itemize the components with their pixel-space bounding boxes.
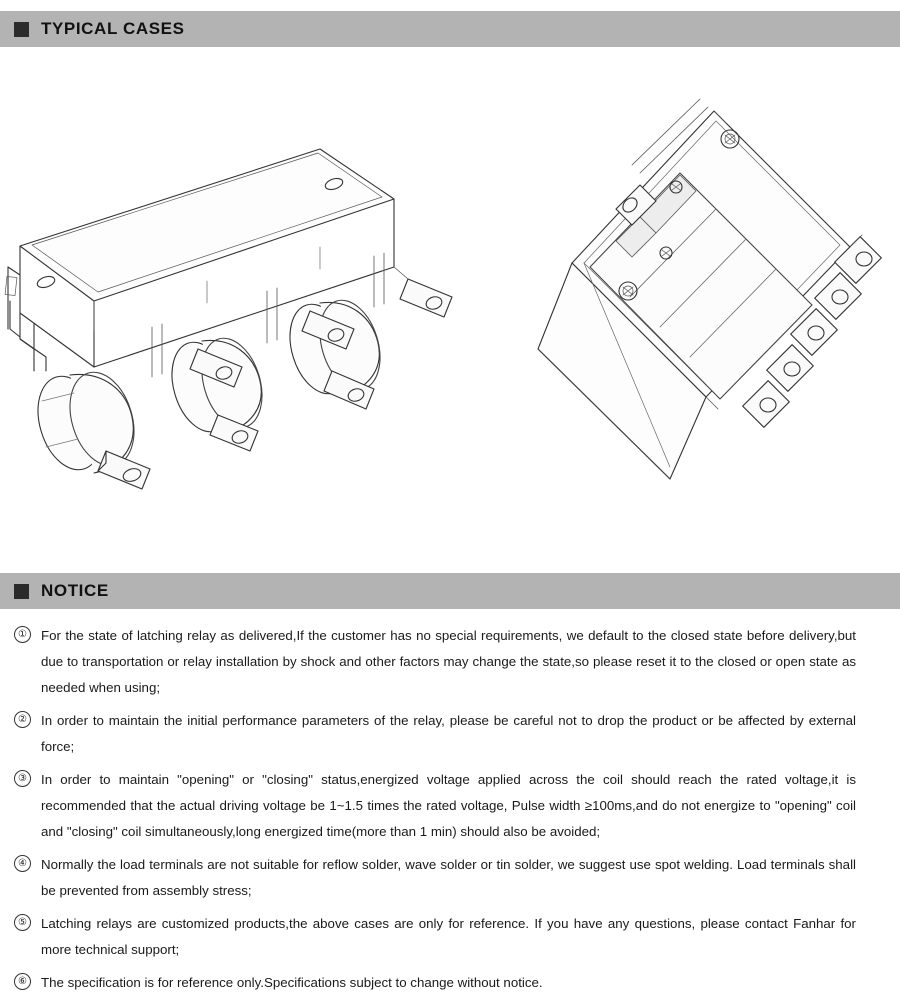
list-item bbox=[14, 970, 856, 996]
square-bullet-icon bbox=[14, 22, 29, 37]
typical-cases-figures bbox=[0, 47, 900, 547]
list-item bbox=[14, 708, 856, 760]
multi-pole-relay-module-top-view bbox=[520, 69, 900, 529]
list-item bbox=[14, 767, 856, 845]
list-item-text: Normally the load terminals are not suitable for reflow solder, wave solder or tin solder, we suggest use spot welding. Load terminals shall be prevented from assembly stress; bbox=[41, 857, 856, 898]
list-item-number: ⑤ bbox=[14, 914, 31, 931]
list-item-number: ⑥ bbox=[14, 973, 31, 990]
list-item-text: In order to maintain "opening" or "closing" status,energized voltage applied across the coil should reach the rated voltage,it is recommended that the actual driving voltage be 1~1.5 times the rated voltage, Pulse width ≥100ms,and do not energize to "opening" coil and "closing" coil simultaneously,long energized time(more than 1 min) should also be avoided; bbox=[41, 772, 856, 839]
typical-cases-title: TYPICAL CASES bbox=[41, 19, 185, 38]
list-item-text: The specification is for reference only.Specifications subject to change without notice. bbox=[41, 975, 543, 990]
list-item-number: ① bbox=[14, 626, 31, 643]
list-item bbox=[14, 623, 856, 701]
list-item bbox=[14, 852, 856, 904]
list-item-number: ③ bbox=[14, 770, 31, 787]
list-item-number: ④ bbox=[14, 855, 31, 872]
list-item bbox=[14, 911, 856, 963]
three-pole-latching-relay-assembly-isometric bbox=[2, 71, 482, 491]
square-bullet-icon bbox=[14, 584, 29, 599]
typical-cases-section-header bbox=[0, 11, 900, 47]
list-item-text: For the state of latching relay as delivered,If the customer has no special requirements, we default to the closed state before delivery,but due to transportation or relay installation by shock and other factors may change the state,so please reset it to the closed or open state as needed when using; bbox=[41, 628, 856, 695]
notice-section-header bbox=[0, 573, 900, 609]
list-item-number: ② bbox=[14, 711, 31, 728]
list-item-text: In order to maintain the initial performance parameters of the relay, please be careful not to drop the product or be affected by external force; bbox=[41, 713, 856, 754]
list-item-text: Latching relays are customized products,the above cases are only for reference. If you have any questions, please contact Fanhar for more technical support; bbox=[41, 916, 856, 957]
notice-title: NOTICE bbox=[41, 581, 109, 600]
notice-list bbox=[0, 609, 900, 996]
